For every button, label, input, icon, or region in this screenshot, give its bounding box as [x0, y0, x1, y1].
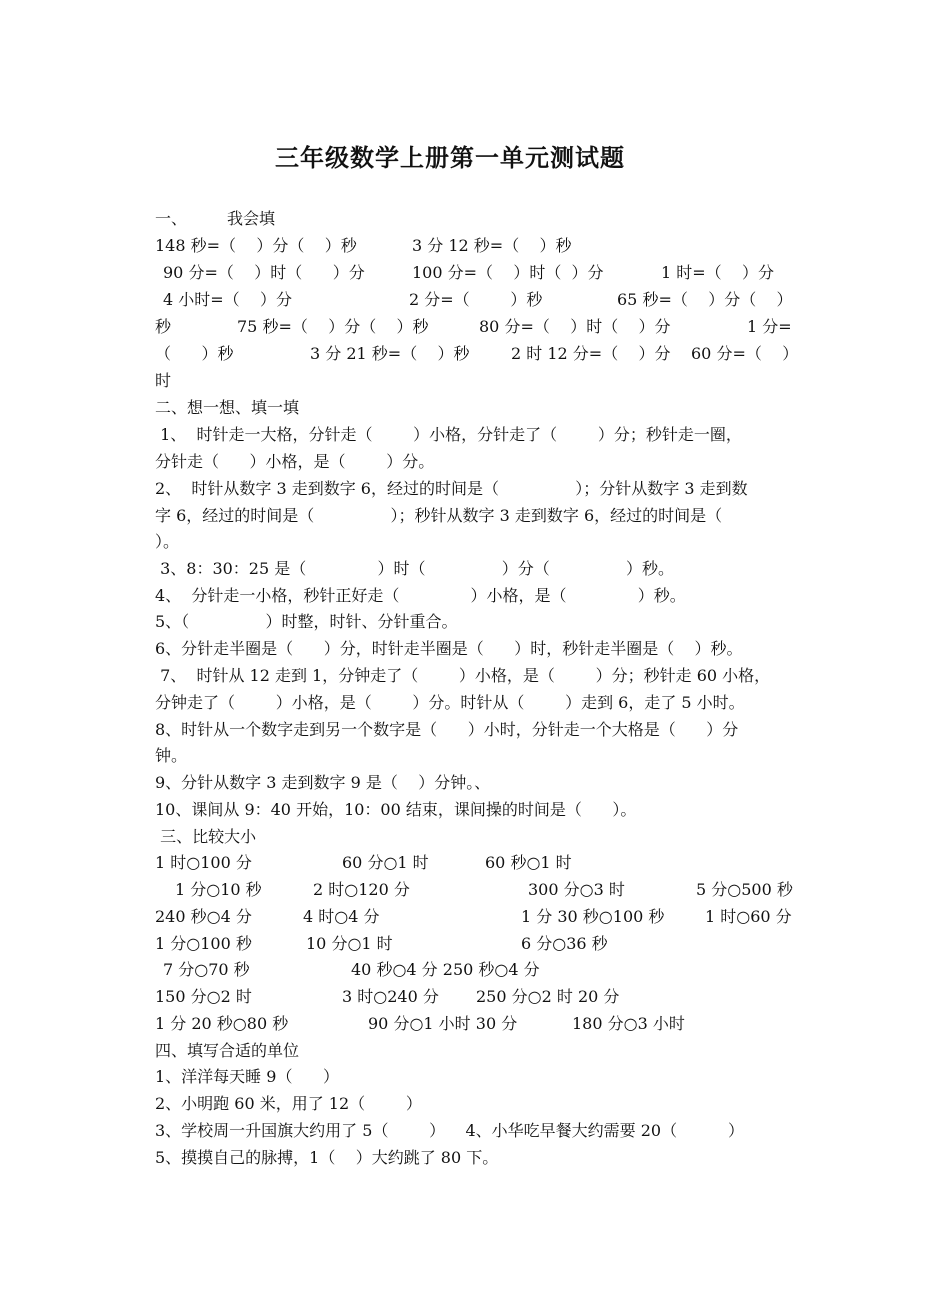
fill-item-continued: 秒 — [155, 317, 172, 336]
compare-item: 240 秒○4 分 — [155, 907, 252, 926]
question-line: 6、分针走半圈是（ ）分，时针走半圈是（ ）时，秒针走半圈是（ ）秒。 — [155, 639, 743, 658]
compare-item: 4 时○4 分 — [303, 907, 380, 926]
question-line: 钟。 — [155, 746, 188, 765]
compare-item: 250 分○2 时 20 分 — [476, 987, 620, 1006]
compare-item: 1 时○100 分 — [155, 853, 252, 872]
compare-item: 2 时○120 分 — [313, 880, 410, 899]
compare-item: 40 秒○4 分 250 秒○4 分 — [351, 960, 540, 979]
fill-item: 100 分=（ ）时（ ）分 — [412, 263, 604, 282]
fill-item: 1 分= — [747, 317, 792, 336]
question-line: 5、（ ）时整，时针、分针重合。 — [155, 612, 458, 631]
question-line: 4、 分针走一小格，秒针正好走（ ）小格，是（ ）秒。 — [155, 586, 686, 605]
fill-item: 1 时=（ ）分 — [661, 263, 775, 282]
unit-question: 3、学校周一升国旗大约用了 5（ ） 4、小华吃早餐大约需要 20（ ） — [155, 1121, 744, 1140]
section-1-heading: 我会填 — [227, 209, 276, 228]
compare-item: 1 分 20 秒○80 秒 — [155, 1014, 289, 1033]
compare-item: 60 秒○1 时 — [485, 853, 572, 872]
question-line: 分针走（ ）小格，是（ ）分。 — [155, 452, 435, 471]
question-line: 9、分针从数字 3 走到数字 9 是（ ）分钟。、 — [155, 773, 491, 792]
fill-item-continued: 时 — [155, 371, 172, 390]
question-line: 3、8：30：25 是（ ）时（ ）分（ ）秒。 — [155, 559, 675, 578]
question-line: 2、 时针从数字 3 走到数字 6，经过的时间是（ ）；分针从数字 3 走到数 — [155, 479, 748, 498]
compare-item: 1 分 30 秒○100 秒 — [521, 907, 665, 926]
fill-item: 65 秒=（ ）分（ ） — [617, 290, 793, 309]
compare-item: 1 分○100 秒 — [155, 934, 252, 953]
compare-item: 1 分○10 秒 — [175, 880, 262, 899]
question-line: 字 6，经过的时间是（ ）；秒针从数字 3 走到数字 6，经过的时间是（ — [155, 506, 723, 525]
question-line: 10、课间从 9：40 开始，10：00 结束，课间操的时间是（ ）。 — [155, 800, 637, 819]
question-line: 8、时针从一个数字走到另一个数字是（ ）小时，分针走一个大格是（ ）分 — [155, 720, 739, 739]
compare-item: 6 分○36 秒 — [521, 934, 608, 953]
question-line: 分钟走了（ ）小格，是（ ）分。时针从（ ）走到 6，走了 5 小时。 — [155, 693, 745, 712]
compare-item: 3 时○240 分 — [342, 987, 439, 1006]
fill-item: 60 分=（ ） — [691, 344, 799, 363]
compare-item: 1 时○60 分 — [705, 907, 792, 926]
fill-item: 2 分=（ ）秒 — [409, 290, 543, 309]
unit-question: 1、洋洋每天睡 9（ ） — [155, 1067, 339, 1086]
page-title: 三年级数学上册第一单元测试题 — [275, 143, 625, 172]
compare-item: 90 分○1 小时 30 分 — [368, 1014, 518, 1033]
fill-item: 90 分=（ ）时（ ）分 — [163, 263, 365, 282]
fill-item: 148 秒=（ ）分（ ）秒 — [155, 236, 357, 255]
fill-item: 2 时 12 分=（ ）分 — [511, 344, 671, 363]
fill-item: 80 分=（ ）时（ ）分 — [479, 317, 671, 336]
question-line: 1、 时针走一大格，分针走（ ）小格，分针走了（ ）分；秒针走一圈， — [155, 425, 742, 444]
section-1-number: 一、 — [155, 209, 188, 228]
unit-question: 5、摸摸自己的脉搏，1（ ）大约跳了 80 下。 — [155, 1148, 499, 1167]
fill-item: 4 小时=（ ）分 — [163, 290, 293, 309]
compare-item: 150 分○2 时 — [155, 987, 252, 1006]
compare-item: 300 分○3 时 — [528, 880, 625, 899]
fill-item: 3 分 21 秒=（ ）秒 — [310, 344, 470, 363]
compare-item: 60 分○1 时 — [342, 853, 429, 872]
question-line: 7、 时针从 12 走到 1，分钟走了（ ）小格，是（ ）分；秒针走 60 小格， — [155, 666, 771, 685]
fill-item: 75 秒=（ ）分（ ）秒 — [237, 317, 429, 336]
section-2-heading: 二、想一想、填一填 — [155, 398, 300, 417]
compare-item: 5 分○500 秒 — [696, 880, 793, 899]
fill-item: 3 分 12 秒=（ ）秒 — [412, 236, 572, 255]
compare-item: 180 分○3 小时 — [572, 1014, 685, 1033]
unit-question: 2、小明跑 60 米，用了 12（ ） — [155, 1094, 422, 1113]
fill-item-continued: （ ）秒 — [155, 344, 234, 363]
compare-item: 7 分○70 秒 — [163, 960, 250, 979]
section-3-heading: 三、比较大小 — [155, 827, 257, 846]
question-line: ）。 — [155, 532, 180, 551]
compare-item: 10 分○1 时 — [306, 934, 393, 953]
section-4-heading: 四、填写合适的单位 — [155, 1041, 300, 1060]
